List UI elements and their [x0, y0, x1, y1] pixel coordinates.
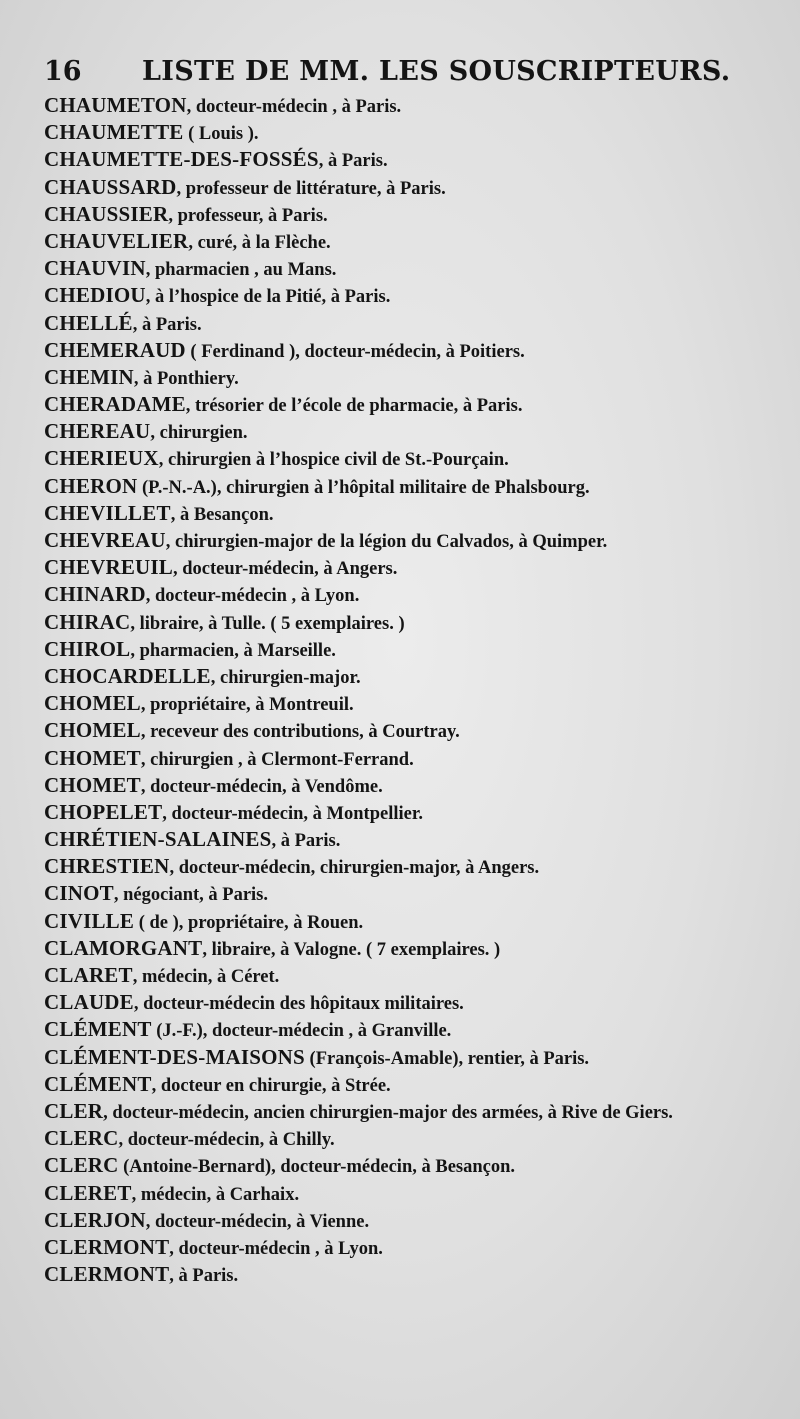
- subscriber-detail: , chirurgien-major.: [210, 667, 361, 688]
- subscriber-detail: , docteur-médecin, ancien chirurgien-major des armées, à Rive de Giers.: [103, 1102, 673, 1123]
- subscriber-name: CHAUMETON: [44, 93, 187, 117]
- subscriber-entry: [44, 935, 784, 962]
- subscriber-name: CHOMEL: [44, 691, 141, 716]
- subscriber-name: CHEVREAU: [44, 528, 166, 552]
- subscriber-name: CHEVILLET: [44, 500, 171, 525]
- subscriber-name: CHOMET: [44, 745, 141, 770]
- subscriber-name: CLAMORGANT: [44, 935, 203, 960]
- subscriber-entry: [44, 1152, 784, 1179]
- subscriber-entry: [44, 310, 784, 337]
- subscriber-detail: , receveur des contributions, à Courtray.: [140, 722, 460, 743]
- subscriber-detail: (Antoine-Bernard), docteur-médecin, à Besançon.: [118, 1157, 516, 1178]
- subscriber-entry: [44, 146, 784, 173]
- subscriber-detail: , docteur en chirurgie, à Strée.: [151, 1075, 391, 1096]
- subscriber-name: CLERET: [44, 1180, 132, 1205]
- subscriber-name: CLÉMENT: [44, 1071, 152, 1096]
- subscriber-entry: [44, 1207, 784, 1234]
- subscriber-entry: [44, 391, 784, 418]
- subscriber-name: CHEMIN: [44, 364, 134, 389]
- subscriber-name: CIVILLE: [44, 908, 135, 933]
- subscriber-detail: , trésorier de l’école de pharmacie, à Paris.: [185, 396, 523, 417]
- subscriber-name: CHEDIOU: [44, 283, 146, 308]
- subscriber-name: CLÉMENT: [44, 1017, 152, 1042]
- subscriber-detail: (J.-F.), docteur-médecin , à Granville.: [151, 1021, 452, 1042]
- subscriber-detail: , négociant, à Paris.: [113, 885, 269, 906]
- subscriber-name: CHRESTIEN: [44, 854, 170, 879]
- subscriber-entry: [44, 92, 784, 119]
- subscriber-detail: , médecin, à Carhaix.: [131, 1184, 300, 1205]
- subscriber-entry: [44, 282, 784, 309]
- subscriber-entry: [44, 799, 784, 826]
- subscriber-entry: [44, 201, 784, 228]
- subscriber-detail: , à Besançon.: [170, 504, 274, 525]
- subscriber-entry: [44, 717, 784, 744]
- subscriber-entry: [44, 1261, 784, 1288]
- subscriber-detail: , à l’hospice de la Pitié, à Paris.: [145, 287, 391, 308]
- subscriber-detail: (P.-N.-A.), chirurgien à l’hôpital militaire de Phalsbourg.: [137, 477, 590, 498]
- subscriber-entry: [44, 527, 784, 554]
- subscriber-name: CHIROL: [44, 636, 131, 661]
- subscriber-name: CLERMONT: [44, 1234, 170, 1259]
- subscriber-entry: [44, 663, 784, 690]
- subscriber-entry: [44, 962, 784, 989]
- subscriber-name: CHIRAC: [44, 609, 131, 634]
- subscriber-entry: [44, 581, 784, 608]
- subscriber-detail: , docteur-médecin, à Vendôme.: [140, 776, 383, 797]
- subscriber-name: CHERIEUX: [44, 446, 159, 471]
- subscriber-detail: , médecin, à Céret.: [132, 967, 280, 987]
- subscriber-entry: [44, 445, 784, 472]
- subscriber-name: CLARET: [44, 963, 133, 987]
- subscriber-detail: , à Paris.: [271, 831, 341, 852]
- subscriber-name: CLERC: [44, 1153, 119, 1178]
- subscriber-name: CLERMONT: [44, 1262, 170, 1287]
- subscriber-detail: , libraire, à Valogne. ( 7 exemplaires. ): [202, 939, 501, 960]
- subscriber-detail: , docteur-médecin, à Montpellier.: [162, 803, 423, 824]
- subscriber-name: CLERJON: [44, 1207, 146, 1232]
- subscriber-entry: [44, 880, 784, 907]
- running-head-title: LISTE DE MM. LES SOUSCRIPTEURS.: [142, 56, 731, 87]
- subscriber-name: CHEMERAUD: [44, 337, 186, 362]
- subscriber-name: CLER: [44, 1098, 104, 1123]
- subscriber-entry: [44, 119, 784, 146]
- subscriber-list: [44, 92, 784, 1288]
- subscriber-detail: ( Louis ).: [183, 124, 259, 145]
- subscriber-detail: , docteur-médecin , à Lyon.: [169, 1238, 383, 1259]
- subscriber-entry: [44, 690, 784, 717]
- subscriber-entry: [44, 174, 784, 201]
- subscriber-entry: [44, 1234, 784, 1261]
- subscriber-detail: (François-Amable), rentier, à Paris.: [304, 1048, 590, 1069]
- subscriber-entry: [44, 1016, 784, 1043]
- subscriber-name: CLAUDE: [44, 990, 134, 1015]
- subscriber-name: CHOCARDELLE: [44, 663, 211, 688]
- subscriber-detail: , docteur-médecin , à Lyon.: [145, 586, 360, 607]
- subscriber-entry: [44, 636, 784, 663]
- page-header: [44, 52, 731, 94]
- subscriber-name: CLÉMENT-DES-MAISONS: [44, 1044, 305, 1069]
- subscriber-detail: , docteur-médecin, chirurgien-major, à Angers.: [169, 858, 540, 879]
- subscriber-name: CHEVREUIL: [44, 555, 173, 580]
- subscriber-entry: [44, 418, 784, 445]
- subscriber-entry: [44, 989, 784, 1016]
- subscriber-entry: [44, 337, 784, 364]
- subscriber-entry: [44, 255, 784, 282]
- subscriber-entry: [44, 554, 784, 581]
- subscriber-detail: , docteur-médecin, à Angers.: [173, 559, 398, 580]
- subscriber-name: CHAUSSIER: [44, 201, 169, 226]
- subscriber-entry: [44, 1098, 784, 1125]
- subscriber-entry: [44, 1071, 784, 1098]
- subscriber-detail: , à Ponthiery.: [133, 368, 239, 389]
- subscriber-entry: [44, 609, 784, 636]
- subscriber-entry: [44, 1044, 784, 1071]
- subscriber-name: CINOT: [44, 881, 114, 906]
- subscriber-detail: , docteur-médecin , à Paris.: [186, 97, 402, 117]
- subscriber-detail: , chirurgien.: [150, 423, 248, 444]
- subscriber-detail: , chirurgien-major de la légion du Calvados, à Quimper.: [165, 532, 608, 552]
- subscriber-name: CHAUMETTE: [44, 120, 184, 145]
- subscriber-detail: , propriétaire, à Montreuil.: [140, 695, 354, 716]
- subscriber-name: CHERON: [44, 473, 138, 498]
- subscriber-entry: [44, 826, 784, 853]
- subscriber-entry: [44, 772, 784, 799]
- page-number: 16: [44, 56, 82, 87]
- subscriber-name: CHERADAME: [44, 392, 186, 417]
- subscriber-name: CHELLÉ: [44, 310, 133, 335]
- subscriber-name: CHOMET: [44, 772, 141, 797]
- subscriber-entry: [44, 364, 784, 391]
- subscriber-name: CHAUSSARD: [44, 174, 177, 199]
- subscriber-entry: [44, 500, 784, 527]
- subscriber-detail: ( Ferdinand ), docteur-médecin, à Poitiers.: [185, 341, 525, 362]
- subscriber-name: CHRÉTIEN-SALAINES: [44, 827, 272, 852]
- subscriber-entry: [44, 473, 784, 500]
- subscriber-detail: , chirurgien , à Clermont-Ferrand.: [140, 749, 414, 770]
- subscriber-entry: [44, 853, 784, 880]
- subscriber-detail: , professeur de littérature, à Paris.: [176, 178, 446, 199]
- subscriber-name: CHAUMETTE-DES-FOSSÉS: [44, 147, 319, 172]
- subscriber-detail: , professeur, à Paris.: [168, 205, 328, 226]
- subscriber-detail: , chirurgien à l’hospice civil de St.-Pourçain.: [158, 450, 509, 471]
- subscriber-name: CHAUVIN: [44, 256, 146, 281]
- subscriber-detail: , pharmacien, à Marseille.: [130, 640, 336, 661]
- subscriber-detail: ( de ), propriétaire, à Rouen.: [134, 912, 364, 933]
- subscriber-name: CHINARD: [44, 582, 146, 607]
- subscriber-entry: [44, 745, 784, 772]
- subscriber-detail: , curé, à la Flèche.: [188, 232, 331, 253]
- subscriber-detail: , docteur-médecin des hôpitaux militaires.: [133, 994, 464, 1015]
- subscriber-detail: , à Paris.: [132, 314, 202, 335]
- subscriber-detail: , docteur-médecin, à Vienne.: [145, 1211, 370, 1232]
- subscriber-entry: [44, 1180, 784, 1207]
- subscriber-detail: , docteur-médecin, à Chilly.: [118, 1130, 335, 1151]
- subscriber-detail: , pharmacien , au Mans.: [145, 260, 337, 281]
- subscriber-detail: , à Paris.: [318, 151, 388, 172]
- subscriber-name: CHOPELET: [44, 799, 163, 824]
- subscriber-entry: [44, 228, 784, 255]
- subscriber-entry: [44, 908, 784, 935]
- subscriber-name: CHAUVELIER: [44, 228, 189, 253]
- subscriber-name: CHEREAU: [44, 419, 151, 444]
- subscriber-name: CHOMEL: [44, 718, 141, 743]
- subscriber-detail: , à Paris.: [169, 1266, 239, 1287]
- subscriber-entry: [44, 1125, 784, 1152]
- subscriber-name: CLERC: [44, 1126, 119, 1151]
- subscriber-detail: , libraire, à Tulle. ( 5 exemplaires. ): [130, 613, 405, 634]
